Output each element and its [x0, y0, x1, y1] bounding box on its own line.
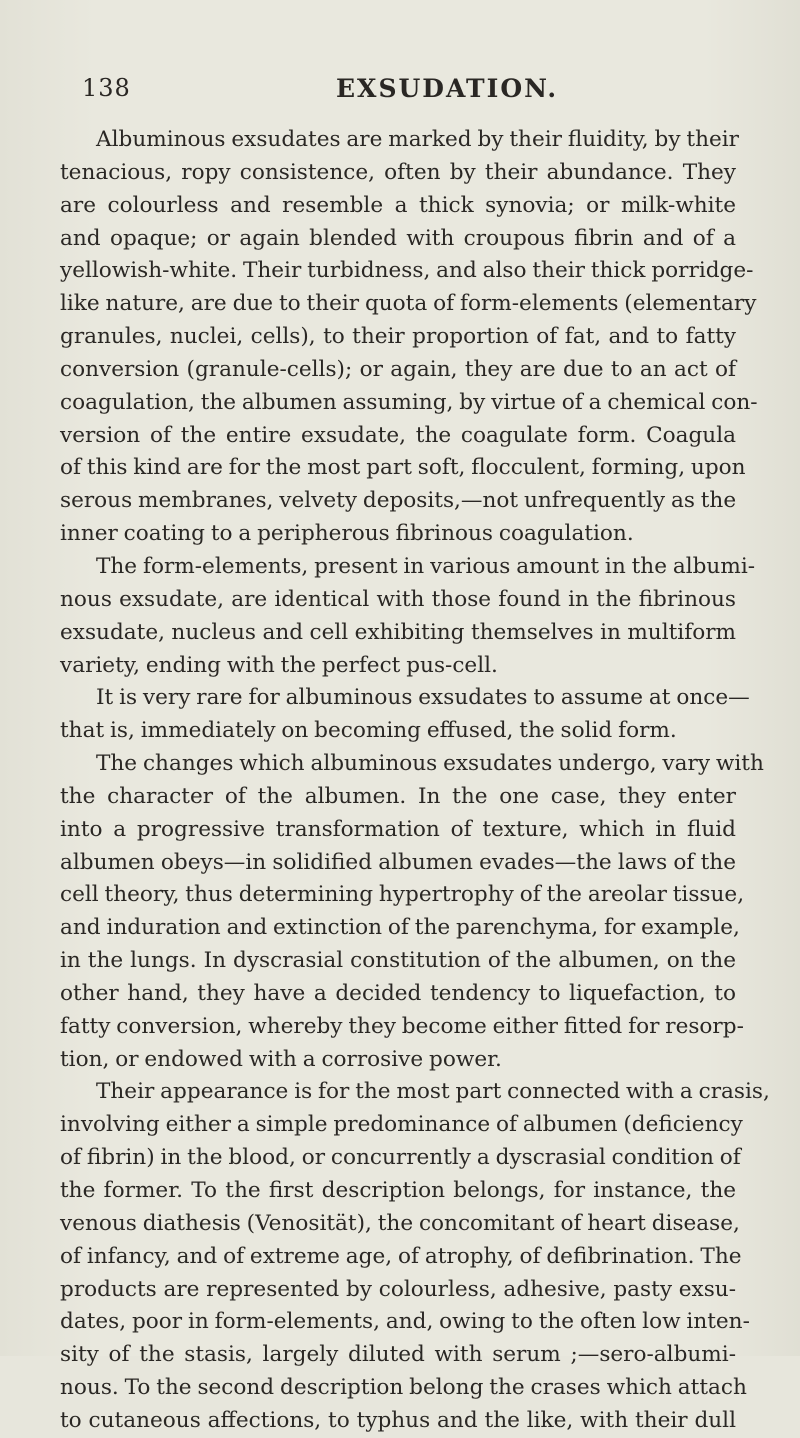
text-line: are colourless and resemble a thick synovia; or milk-white: [60, 192, 736, 218]
text-line: exsudate, nucleus and cell exhibiting themselves in multiform: [60, 619, 736, 645]
text-line: products are represented by colourless, adhesive, pasty exsu-: [60, 1276, 736, 1302]
text-line: to cutaneous affections, to typhus and the like, with their dull: [60, 1407, 736, 1433]
text-line: fatty conversion, whereby they become either fitted for resorp-: [60, 1013, 744, 1039]
text-line: variety, ending with the perfect pus-cell.: [60, 652, 498, 678]
text-line: version of the entire exsudate, the coagulate form. Coagula: [60, 422, 736, 448]
text-line: and induration and extinction of the parenchyma, for example,: [60, 915, 740, 941]
text-line: into a progressive transformation of texture, which in fluid: [60, 816, 736, 842]
text-line: It is very rare for albuminous exsudates to assume at once—: [96, 685, 750, 711]
text-line: dates, poor in form-elements, and, owing to the often low inten-: [60, 1309, 750, 1335]
text-line: The changes which albuminous exsudates undergo, vary with: [96, 751, 764, 777]
text-line: in the lungs. In dyscrasial constitution of the albumen, on the: [60, 948, 736, 974]
text-line: of infancy, and of extreme age, of atrophy, of defibrination. The: [60, 1243, 742, 1269]
text-line: like nature, are due to their quota of form-elements (elementary: [60, 291, 757, 317]
text-line: and opaque; or again blended with croupous fibrin and of a: [60, 225, 736, 251]
text-line: of this kind are for the most part soft, flocculent, forming, upon: [60, 455, 746, 481]
text-line: serous membranes, velvety deposits,—not unfrequently as the: [60, 488, 737, 514]
text-line: inner coating to a peripherous fibrinous coagulation.: [60, 521, 634, 547]
text-line: Albuminous exsudates are marked by their fluidity, by their: [96, 127, 739, 152]
text-line: coagulation, the albumen assuming, by virtue of a chemical con-: [60, 389, 758, 415]
text-line: cell theory, thus determining hypertrophy of the areolar tissue,: [60, 882, 745, 908]
text-line: tion, or endowed with a corrosive power.: [60, 1046, 502, 1072]
running-head: [82, 74, 742, 114]
text-line: granules, nuclei, cells), to their proportion of fat, and to fatty: [60, 324, 736, 350]
text-line: of fibrin) in the blood, or concurrently a dyscrasial condition of: [60, 1145, 741, 1171]
page-number: 138: [82, 74, 131, 102]
text-line: involving either a simple predominance of albumen (deficiency: [60, 1112, 743, 1138]
text-line: that is, immediately on becoming effused, the solid form.: [60, 718, 677, 744]
text-line: conversion (granule-cells); or again, they are due to an act of: [60, 356, 736, 382]
text-line: venous diathesis (Venosität), the concomitant of heart disease,: [60, 1210, 740, 1236]
text-line: yellowish-white. Their turbidness, and also their thick porridge-: [60, 258, 754, 284]
text-line: nous. To the second description belong the crases which attach: [60, 1375, 747, 1401]
text-line: tenacious, ropy consistence, often by their abundance. They: [60, 159, 736, 185]
body-text: [60, 124, 770, 1438]
text-line: The form-elements, present in various amount in the albumi-: [96, 553, 756, 579]
text-line: Their appearance is for the most part connected with a crasis,: [96, 1079, 770, 1105]
text-line: other hand, they have a decided tendency to liquefaction, to: [60, 980, 736, 1006]
text-line: albumen obeys—in solidified albumen evades—the laws of the: [60, 849, 736, 875]
text-line: nous exsudate, are identical with those found in the fibrinous: [60, 586, 736, 612]
text-line: sity of the stasis, largely diluted with serum ;—sero-albumi-: [60, 1342, 736, 1368]
running-title: EXSUDATION.: [336, 74, 559, 103]
text-line: the former. To the first description belongs, for instance, the: [60, 1178, 736, 1203]
text-line: the character of the albumen. In the one case, they enter: [60, 783, 736, 809]
